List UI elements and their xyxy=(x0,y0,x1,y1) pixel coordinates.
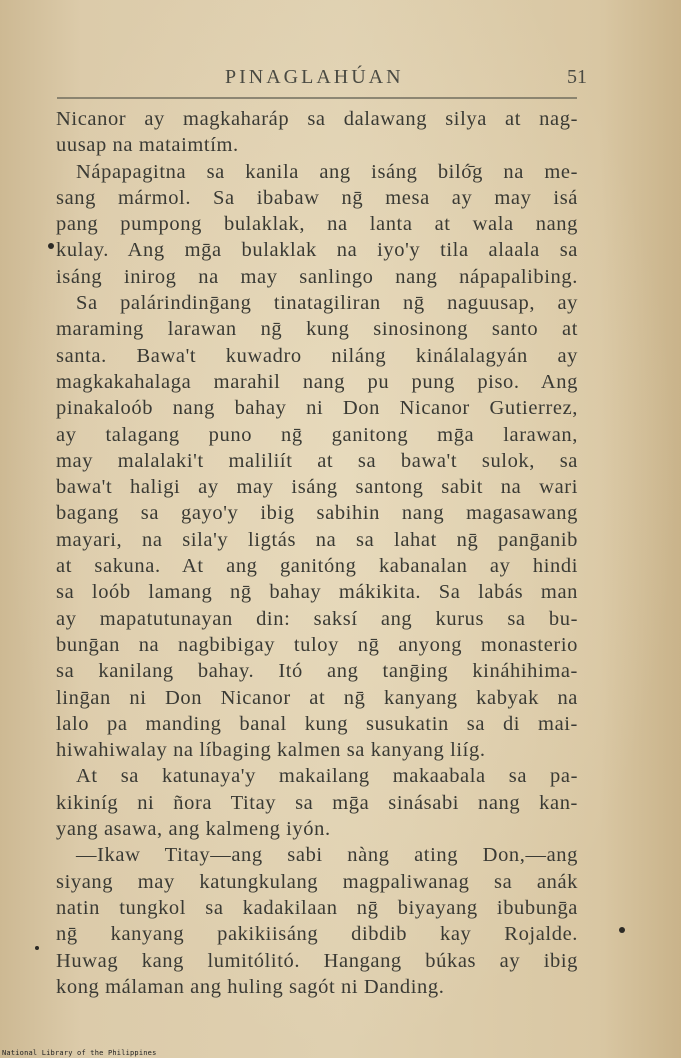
text-line: maraming larawan nḡ kung sinosinong santo at xyxy=(56,318,578,341)
text-line: uusap na mataimtím. xyxy=(56,134,239,157)
text-line: bawa't haligi ay may isáng santong sabit na wari xyxy=(56,476,578,499)
text-line: Sa palárindinḡang tinatagiliran nḡ naguusap, ay xyxy=(76,292,578,315)
page-number: 51 xyxy=(567,66,587,88)
text-line: at sakuna. At ang ganitóng kabanalan ay hindi xyxy=(56,555,578,578)
text-line: hiwahiwalay na líbaging kalmen sa kanyang liíg. xyxy=(56,739,486,762)
header-rule xyxy=(57,97,577,99)
page-header xyxy=(57,66,597,94)
text-line: At sa katunaya'y makailang makaabala sa pa- xyxy=(76,765,578,788)
text-line: kikiníg ni ñora Titay sa mḡa sinásabi nang kan- xyxy=(56,791,578,814)
body-text xyxy=(56,106,578,1000)
text-line: ay mapatutunayan din: saksí ang kurus sa bu- xyxy=(56,607,578,630)
text-line: ay talagang puno nḡ ganitong mḡa larawan, xyxy=(56,423,578,446)
running-title: PINAGLAHÚAN xyxy=(225,66,404,88)
text-line: kulay. Ang mḡa bulaklak na iyo'y tila alaala sa xyxy=(56,239,578,262)
text-line: yang asawa, ang kalmeng iyón. xyxy=(56,818,331,841)
text-line: Huwag kang lumitólitó. Hangang búkas ay ibig xyxy=(56,949,578,972)
library-credit: National Library of the Philippines xyxy=(2,1049,157,1057)
text-line: Nápapagitna sa kanila ang isáng biló̄g na me- xyxy=(76,160,578,183)
ink-speck xyxy=(35,946,39,950)
text-line: bagang sa gayo'y ibig sabihin nang magasawang xyxy=(56,502,578,525)
text-line: pang pumpong bulaklak, na lanta at wala nang xyxy=(56,213,578,236)
text-line: sa kanilang bahay. Itó ang tanḡing kináhihima- xyxy=(56,660,578,683)
text-line: bunḡan na nagbibigay tuloy nḡ anyong monasterio xyxy=(56,633,578,656)
text-line: lalo pa manding banal kung susukatin sa di mai- xyxy=(56,712,578,735)
text-line: kong málaman ang huling sagót ni Danding. xyxy=(56,975,445,998)
text-line: mayari, na sila'y ligtás na sa lahat nḡ panḡanib xyxy=(56,528,578,551)
text-line: —Ikaw Titay—ang sabi nàng ating Don,—ang xyxy=(76,844,578,867)
text-line: santa. Bawa't kuwadro niláng kinálalagyán ay xyxy=(56,344,578,367)
text-line: pinakaloób nang bahay ni Don Nicanor Gutierrez, xyxy=(56,397,578,420)
text-line: Nicanor ay magkaharáp sa dalawang silya at nag- xyxy=(56,108,578,130)
ink-speck xyxy=(619,927,625,933)
text-line: may malalaki't maliliít at sa bawa't sulok, sa xyxy=(56,449,578,472)
text-line: siyang may katungkulang magpaliwanag sa anák xyxy=(56,870,578,893)
ink-speck xyxy=(48,243,54,249)
text-line: magkakahalaga marahil nang pu pung piso. Ang xyxy=(56,370,578,393)
text-line: sang mármol. Sa ibabaw nḡ mesa ay may isá xyxy=(56,186,578,209)
text-line: isáng inirog na may sanlingo nang nápapalibing. xyxy=(56,265,578,288)
text-line: sa loób lamang nḡ bahay mákikita. Sa labás man xyxy=(56,581,578,604)
text-line: nḡ kanyang pakikiisáng dibdib kay Rojalde. xyxy=(56,923,578,946)
text-line: natin tungkol sa kadakilaan nḡ biyayang ibubunḡa xyxy=(56,896,578,919)
text-line: linḡan ni Don Nicanor at nḡ kanyang kabyak na xyxy=(56,686,578,709)
